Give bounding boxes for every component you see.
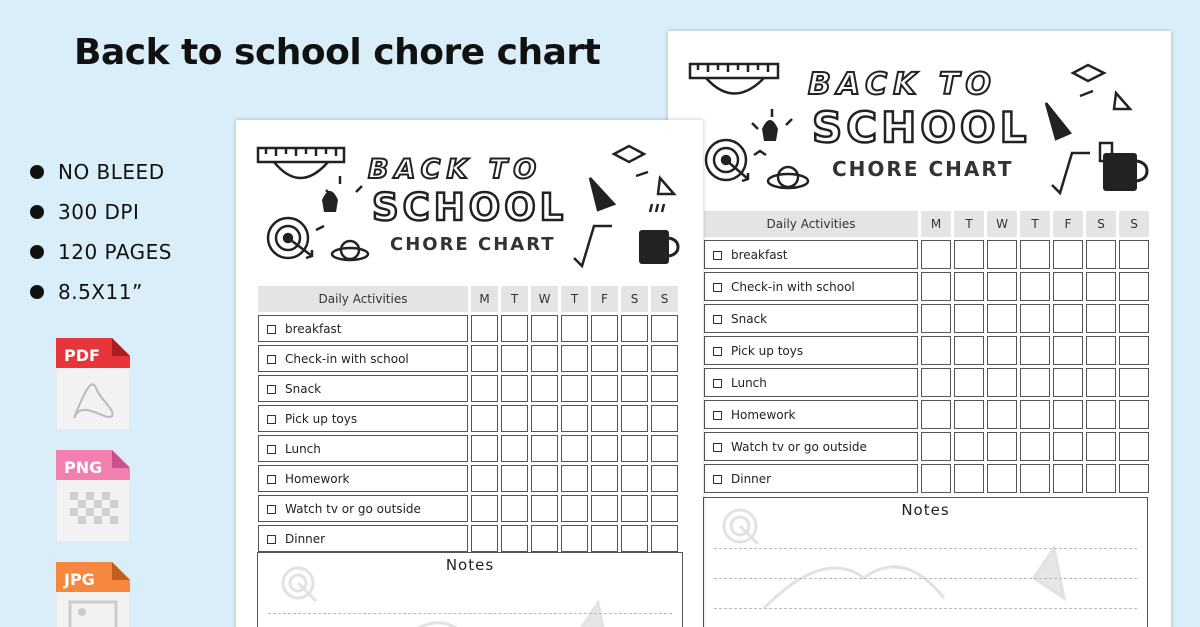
day-cell <box>954 368 984 397</box>
activity-label: Dinner <box>731 471 772 486</box>
day-cell <box>621 465 648 492</box>
day-cell <box>987 400 1017 429</box>
checkbox-icon <box>713 283 722 292</box>
day-cell <box>501 375 528 402</box>
day-cell <box>591 405 618 432</box>
activity-cell <box>704 336 918 365</box>
activity-label: Homework <box>731 407 796 422</box>
day-cell <box>921 240 951 269</box>
day-cell <box>1053 304 1083 333</box>
checkbox-icon <box>267 385 276 394</box>
day-cell <box>1119 272 1149 301</box>
day-cell <box>1119 432 1149 461</box>
sheet-title-line2: SCHOOL <box>372 186 568 229</box>
table-row <box>258 315 678 342</box>
day-cell <box>501 345 528 372</box>
day-cell <box>954 432 984 461</box>
activity-cell <box>704 240 918 269</box>
day-cell <box>531 345 558 372</box>
table-row <box>704 240 1149 269</box>
feature-label: 300 DPI <box>58 200 140 224</box>
feature-item <box>30 272 172 312</box>
activity-label: Pick up toys <box>285 411 358 426</box>
day-cell <box>531 525 558 552</box>
day-cell <box>1119 336 1149 365</box>
day-header: T <box>1020 211 1050 237</box>
day-cell <box>501 405 528 432</box>
day-header: S <box>1119 211 1149 237</box>
day-cell <box>621 345 648 372</box>
table-row <box>258 435 678 462</box>
day-cell <box>1086 464 1116 493</box>
day-cell <box>531 495 558 522</box>
table-row <box>704 432 1149 461</box>
activity-label: breakfast <box>285 321 342 336</box>
day-cell <box>1119 400 1149 429</box>
sheet-title-line1: BACK TO <box>368 154 543 185</box>
day-header: T <box>501 286 528 312</box>
day-cell <box>651 375 678 402</box>
day-cell <box>531 375 558 402</box>
day-cell <box>471 435 498 462</box>
day-cell <box>921 336 951 365</box>
day-cell <box>921 432 951 461</box>
day-header: S <box>1086 211 1116 237</box>
day-cell <box>1053 432 1083 461</box>
file-type-label: PDF <box>64 346 100 365</box>
table-row <box>258 375 678 402</box>
sheet-title-line3: CHORE CHART <box>832 157 1014 181</box>
day-cell <box>501 465 528 492</box>
checkbox-icon <box>267 535 276 544</box>
activity-label: Pick up toys <box>731 343 804 358</box>
day-cell <box>471 315 498 342</box>
chore-table <box>255 283 681 555</box>
day-cell <box>591 315 618 342</box>
activity-cell <box>258 405 468 432</box>
day-cell <box>987 240 1017 269</box>
day-header: M <box>471 286 498 312</box>
day-cell <box>1020 368 1050 397</box>
activity-label: Check-in with school <box>285 351 409 366</box>
day-cell <box>621 315 648 342</box>
checkbox-icon <box>267 355 276 364</box>
checkbox-icon <box>267 505 276 514</box>
day-cell <box>921 464 951 493</box>
feature-label: 120 PAGES <box>58 240 172 264</box>
day-cell <box>1119 464 1149 493</box>
bullet-icon <box>30 165 44 179</box>
day-cell <box>1053 464 1083 493</box>
day-cell <box>954 336 984 365</box>
sheet-title-line1: BACK TO <box>808 67 997 102</box>
day-cell <box>1053 336 1083 365</box>
day-header: T <box>954 211 984 237</box>
activity-cell <box>704 400 918 429</box>
activity-cell <box>704 432 918 461</box>
activities-header: Daily Activities <box>704 211 918 237</box>
activity-cell <box>258 345 468 372</box>
file-type-label: PNG <box>64 458 103 477</box>
day-cell <box>471 405 498 432</box>
table-row <box>258 465 678 492</box>
day-cell <box>1053 240 1083 269</box>
feature-item <box>30 152 172 192</box>
checkbox-icon <box>267 445 276 454</box>
feature-item <box>30 192 172 232</box>
day-header: S <box>621 286 648 312</box>
day-cell <box>561 465 588 492</box>
day-cell <box>501 525 528 552</box>
activity-cell <box>258 465 468 492</box>
day-cell <box>591 375 618 402</box>
day-cell <box>531 405 558 432</box>
day-cell <box>501 435 528 462</box>
day-header: T <box>561 286 588 312</box>
headline: Back to school chore chart <box>74 32 601 73</box>
day-cell <box>1086 272 1116 301</box>
day-header: W <box>531 286 558 312</box>
day-header: F <box>1053 211 1083 237</box>
day-cell <box>1086 400 1116 429</box>
activity-label: Watch tv or go outside <box>285 501 421 516</box>
day-cell <box>561 525 588 552</box>
day-cell <box>531 465 558 492</box>
table-row <box>258 345 678 372</box>
table-row <box>704 368 1149 397</box>
table-row <box>258 525 678 552</box>
note-line <box>268 613 672 614</box>
day-cell <box>561 405 588 432</box>
day-cell <box>987 336 1017 365</box>
checkbox-icon <box>713 347 722 356</box>
chore-table <box>701 208 1152 496</box>
day-header: M <box>921 211 951 237</box>
sheet-title-line2: SCHOOL <box>812 103 1031 152</box>
day-cell <box>987 272 1017 301</box>
day-cell <box>1020 240 1050 269</box>
activity-label: Snack <box>285 381 322 396</box>
day-cell <box>1119 240 1149 269</box>
day-cell <box>1020 464 1050 493</box>
day-cell <box>1020 400 1050 429</box>
day-cell <box>921 368 951 397</box>
day-cell <box>954 304 984 333</box>
day-cell <box>987 304 1017 333</box>
day-cell <box>1020 336 1050 365</box>
table-header-row <box>704 211 1149 237</box>
chore-chart-sheet-back <box>668 31 1171 627</box>
day-cell <box>471 345 498 372</box>
checkbox-icon <box>713 315 722 324</box>
checkbox-icon <box>713 379 722 388</box>
day-cell <box>1119 368 1149 397</box>
day-cell <box>591 465 618 492</box>
day-cell <box>471 495 498 522</box>
day-cell <box>561 345 588 372</box>
notes-doodles <box>258 553 684 627</box>
day-cell <box>591 435 618 462</box>
activity-label: Snack <box>731 311 768 326</box>
day-cell <box>1086 336 1116 365</box>
activity-cell <box>704 304 918 333</box>
activity-label: Lunch <box>285 441 321 456</box>
notes-title: Notes <box>901 501 950 519</box>
table-row <box>258 495 678 522</box>
activity-cell <box>258 375 468 402</box>
day-cell <box>651 525 678 552</box>
day-cell <box>1086 432 1116 461</box>
activity-label: Lunch <box>731 375 767 390</box>
day-cell <box>1086 240 1116 269</box>
day-cell <box>561 495 588 522</box>
note-line <box>714 578 1137 579</box>
activity-label: Check-in with school <box>731 279 855 294</box>
activity-label: Homework <box>285 471 350 486</box>
feature-label: NO BLEED <box>58 160 165 184</box>
activity-label: Dinner <box>285 531 326 546</box>
day-cell <box>1053 400 1083 429</box>
bullet-icon <box>30 245 44 259</box>
checkbox-icon <box>267 415 276 424</box>
day-cell <box>954 400 984 429</box>
checkbox-icon <box>267 475 276 484</box>
day-cell <box>501 315 528 342</box>
day-header: S <box>651 286 678 312</box>
day-cell <box>531 315 558 342</box>
day-cell <box>471 525 498 552</box>
table-row <box>704 272 1149 301</box>
day-cell <box>651 465 678 492</box>
day-cell <box>651 495 678 522</box>
bullet-icon <box>30 285 44 299</box>
day-cell <box>1053 272 1083 301</box>
png-file-icon <box>56 450 130 542</box>
day-cell <box>954 464 984 493</box>
day-cell <box>1020 304 1050 333</box>
day-cell <box>591 345 618 372</box>
chore-chart-sheet-front <box>236 120 703 627</box>
table-row <box>704 336 1149 365</box>
table-row <box>258 405 678 432</box>
note-line <box>714 608 1137 609</box>
file-type-label: JPG <box>64 570 95 589</box>
checkbox-icon <box>713 411 722 420</box>
sheet-title-line3: CHORE CHART <box>390 234 556 255</box>
checkbox-icon <box>713 251 722 260</box>
day-cell <box>621 495 648 522</box>
day-cell <box>1119 304 1149 333</box>
activity-cell <box>258 495 468 522</box>
table-row <box>704 464 1149 493</box>
note-line <box>714 548 1137 549</box>
activity-cell <box>258 435 468 462</box>
day-cell <box>561 315 588 342</box>
feature-item <box>30 232 172 272</box>
day-cell <box>987 368 1017 397</box>
day-cell <box>651 405 678 432</box>
day-header: W <box>987 211 1017 237</box>
day-cell <box>621 525 648 552</box>
notes-title: Notes <box>445 556 495 574</box>
activity-cell <box>258 315 468 342</box>
day-cell <box>471 375 498 402</box>
activity-label: Watch tv or go outside <box>731 439 867 454</box>
activity-cell <box>258 525 468 552</box>
day-cell <box>621 375 648 402</box>
day-cell <box>1086 368 1116 397</box>
day-cell <box>531 435 558 462</box>
day-cell <box>987 432 1017 461</box>
day-cell <box>651 345 678 372</box>
table-row <box>704 400 1149 429</box>
day-cell <box>561 375 588 402</box>
day-cell <box>471 465 498 492</box>
day-cell <box>987 464 1017 493</box>
feature-list <box>30 152 172 312</box>
day-cell <box>651 435 678 462</box>
day-cell <box>1053 368 1083 397</box>
activity-label: breakfast <box>731 247 788 262</box>
pdf-file-icon <box>56 338 130 430</box>
day-cell <box>954 240 984 269</box>
table-header-row <box>258 286 678 312</box>
day-cell <box>954 272 984 301</box>
checkbox-icon <box>713 443 722 452</box>
activity-cell <box>704 368 918 397</box>
day-header: F <box>591 286 618 312</box>
day-cell <box>501 495 528 522</box>
day-cell <box>591 495 618 522</box>
checkbox-icon <box>267 325 276 334</box>
activity-cell <box>704 272 918 301</box>
notes-box <box>257 552 683 627</box>
day-cell <box>621 435 648 462</box>
day-cell <box>621 405 648 432</box>
day-cell <box>1020 272 1050 301</box>
day-cell <box>921 400 951 429</box>
day-cell <box>921 272 951 301</box>
feature-label: 8.5X11” <box>58 280 143 304</box>
activity-cell <box>704 464 918 493</box>
table-row <box>704 304 1149 333</box>
notes-box <box>703 497 1148 627</box>
jpg-file-icon <box>56 562 130 627</box>
day-cell <box>921 304 951 333</box>
day-cell <box>591 525 618 552</box>
day-cell <box>1020 432 1050 461</box>
checkbox-icon <box>713 475 722 484</box>
bullet-icon <box>30 205 44 219</box>
day-cell <box>651 315 678 342</box>
day-cell <box>561 435 588 462</box>
activities-header: Daily Activities <box>258 286 468 312</box>
day-cell <box>1086 304 1116 333</box>
